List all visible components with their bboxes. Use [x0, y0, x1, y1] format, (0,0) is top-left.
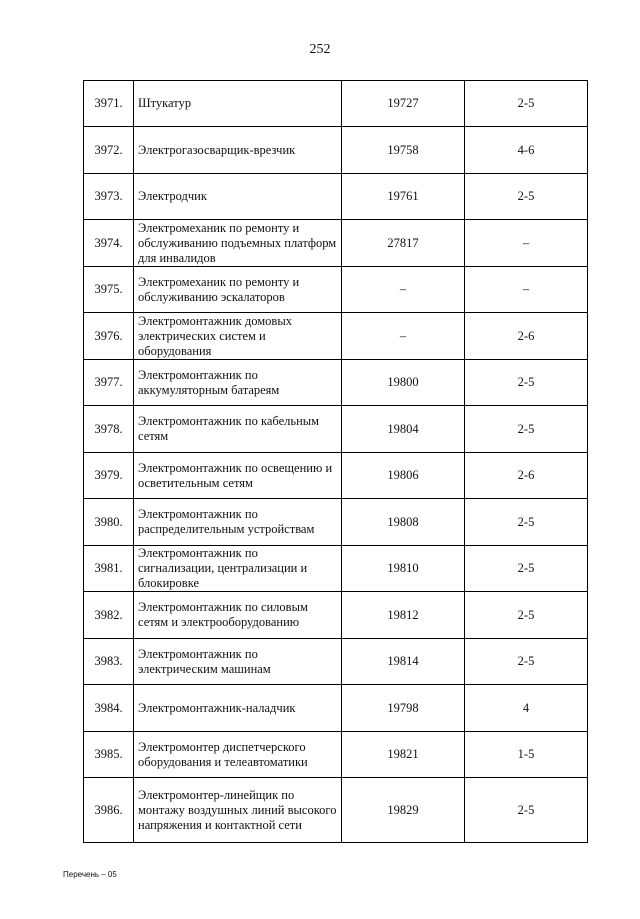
table-row: [84, 546, 588, 592]
row-number: 3977.: [84, 360, 134, 406]
table-row: [84, 453, 588, 499]
grade-range: 4-6: [465, 127, 588, 174]
profession-name: Электромонтажник по силовым сетям и электрооборудованию: [134, 592, 342, 639]
profession-name: Электромонтажник домовых электрических систем и оборудования: [134, 313, 342, 360]
row-number: 3982.: [84, 592, 134, 639]
profession-name: Электромонтажник по сигнализации, централизации и блокировке: [134, 546, 342, 592]
grade-range: 4: [465, 685, 588, 732]
table-row: [84, 127, 588, 174]
grade-range: 2-5: [465, 174, 588, 220]
row-number: 3980.: [84, 499, 134, 546]
profession-code: 19829: [342, 778, 465, 843]
table-row: [84, 732, 588, 778]
row-number: 3981.: [84, 546, 134, 592]
row-number: 3976.: [84, 313, 134, 360]
profession-code: 19821: [342, 732, 465, 778]
grade-range: 2-5: [465, 592, 588, 639]
profession-name: Электромонтажник по освещению и осветительным сетям: [134, 453, 342, 499]
table-row: [84, 81, 588, 127]
profession-code: 19761: [342, 174, 465, 220]
profession-code: 27817: [342, 220, 465, 267]
profession-code: 19804: [342, 406, 465, 453]
document-footer: Перечень – 05: [63, 870, 117, 879]
grade-range: –: [465, 220, 588, 267]
table-row: [84, 360, 588, 406]
table-row: [84, 592, 588, 639]
profession-code: –: [342, 267, 465, 313]
table-row: [84, 639, 588, 685]
table-row: [84, 499, 588, 546]
grade-range: 2-5: [465, 778, 588, 843]
row-number: 3983.: [84, 639, 134, 685]
row-number: 3984.: [84, 685, 134, 732]
profession-name: Электромонтажник-наладчик: [134, 685, 342, 732]
table-row: [84, 313, 588, 360]
grade-range: 2-6: [465, 313, 588, 360]
profession-name: Электромонтажник по аккумуляторным батареям: [134, 360, 342, 406]
grade-range: 2-5: [465, 546, 588, 592]
profession-code: –: [342, 313, 465, 360]
row-number: 3975.: [84, 267, 134, 313]
row-number: 3972.: [84, 127, 134, 174]
profession-name: Электрогазосварщик-врезчик: [134, 127, 342, 174]
grade-range: 2-5: [465, 639, 588, 685]
grade-range: –: [465, 267, 588, 313]
grade-range: 1-5: [465, 732, 588, 778]
profession-name: Электромонтер диспетчерского оборудования и телеавтоматики: [134, 732, 342, 778]
row-number: 3973.: [84, 174, 134, 220]
row-number: 3985.: [84, 732, 134, 778]
table-row: [84, 778, 588, 843]
profession-name: Электродчик: [134, 174, 342, 220]
profession-code: 19727: [342, 81, 465, 127]
row-number: 3971.: [84, 81, 134, 127]
profession-code: 19808: [342, 499, 465, 546]
profession-code: 19798: [342, 685, 465, 732]
profession-name: Электромонтер-линейщик по монтажу воздушных линий высокого напряжения и контактной сети: [134, 778, 342, 843]
grade-range: 2-5: [465, 360, 588, 406]
table-row: [84, 685, 588, 732]
profession-code: 19810: [342, 546, 465, 592]
profession-name: Электромонтажник по кабельным сетям: [134, 406, 342, 453]
profession-name: Электромонтажник по распределительным устройствам: [134, 499, 342, 546]
profession-code: 19758: [342, 127, 465, 174]
table-row: [84, 220, 588, 267]
table-row: [84, 406, 588, 453]
row-number: 3978.: [84, 406, 134, 453]
profession-code: 19812: [342, 592, 465, 639]
table-row: [84, 267, 588, 313]
grade-range: 2-5: [465, 499, 588, 546]
profession-name: Электромонтажник по электрическим машинам: [134, 639, 342, 685]
row-number: 3986.: [84, 778, 134, 843]
table-row: [84, 174, 588, 220]
grade-range: 2-5: [465, 406, 588, 453]
professions-table: [83, 80, 588, 843]
profession-code: 19806: [342, 453, 465, 499]
profession-code: 19800: [342, 360, 465, 406]
page-number: 252: [309, 42, 331, 57]
profession-code: 19814: [342, 639, 465, 685]
profession-name: Электромеханик по ремонту и обслуживанию подъемных платформ для инвалидов: [134, 220, 342, 267]
row-number: 3979.: [84, 453, 134, 499]
row-number: 3974.: [84, 220, 134, 267]
grade-range: 2-5: [465, 81, 588, 127]
profession-name: Электромеханик по ремонту и обслуживанию эскалаторов: [134, 267, 342, 313]
profession-name: Штукатур: [134, 81, 342, 127]
grade-range: 2-6: [465, 453, 588, 499]
